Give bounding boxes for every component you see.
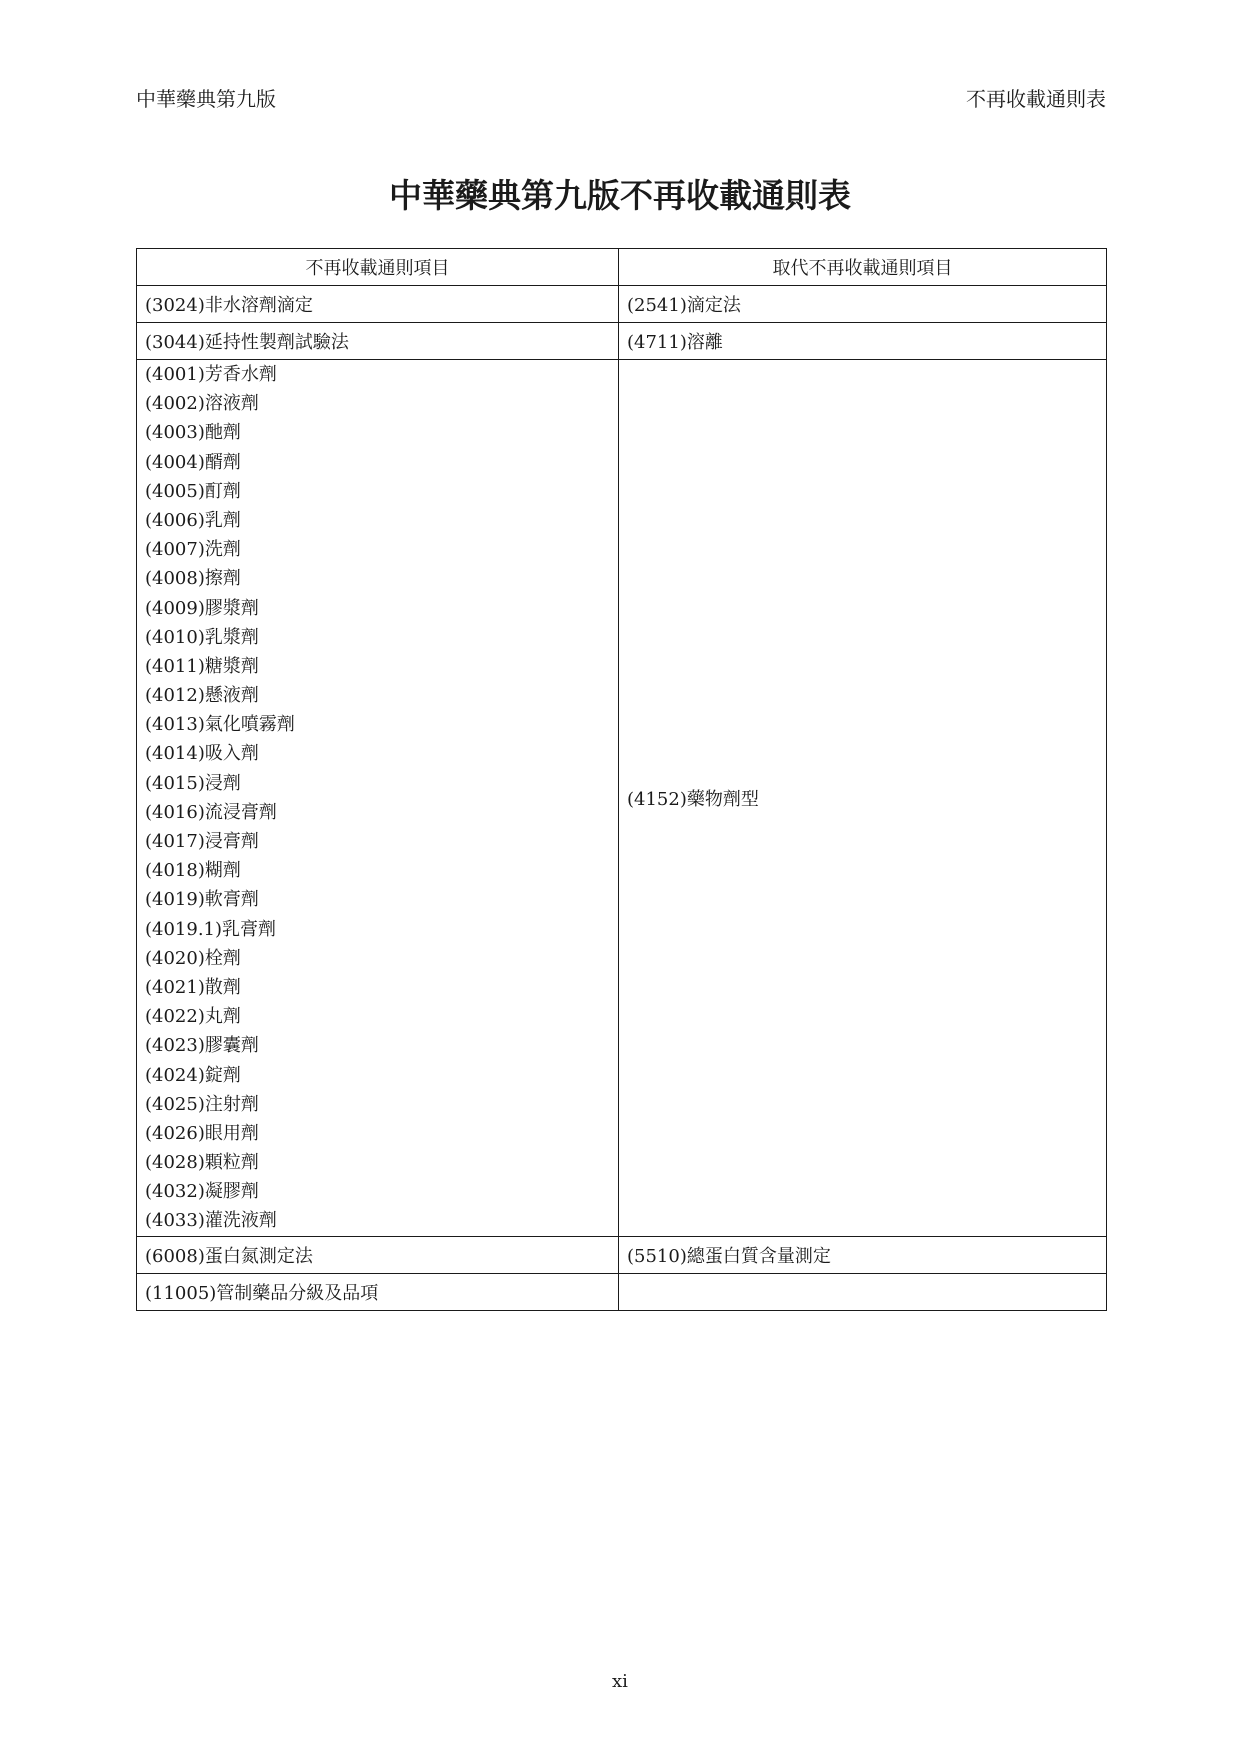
dosage-form-item: (4006)乳劑 (145, 509, 241, 531)
removed-chapter-cell: (6008)蛋白氮測定法 (137, 1236, 619, 1273)
dosage-form-item: (4019.1)乳膏劑 (145, 918, 277, 940)
column-header-replacement: 取代不再收載通則項目 (619, 249, 1107, 286)
replacement-chapter-cell: (4152)藥物劑型 (619, 360, 1107, 1237)
removed-chapter-cell: (3044)延持性製劑試驗法 (137, 323, 619, 360)
replacement-chapter-cell (619, 1273, 1107, 1310)
dosage-form-item: (4002)溶液劑 (145, 393, 259, 415)
table-row (137, 1236, 1107, 1273)
dosage-form-item: (4019)軟膏劑 (145, 889, 259, 911)
dosage-form-item: (4026)眼用劑 (145, 1122, 259, 1144)
dosage-form-item: (4032)凝膠劑 (145, 1181, 259, 1203)
dosage-form-item: (4011)糖漿劑 (145, 655, 259, 677)
dosage-form-item: (4008)擦劑 (145, 568, 241, 590)
running-header-left: 中華藥典第九版 (136, 87, 276, 111)
dosage-form-item: (4033)灌洗液劑 (145, 1210, 277, 1232)
table-row (137, 1273, 1107, 1310)
removed-chapter-cell: (3024)非水溶劑滴定 (137, 286, 619, 323)
column-header-removed: 不再收載通則項目 (137, 249, 619, 286)
removed-chapter-cell: (11005)管制藥品分級及品項 (137, 1273, 619, 1310)
dosage-form-item: (4014)吸入劑 (145, 743, 259, 765)
dosage-forms-row (137, 360, 1107, 1237)
dosage-form-item: (4013)氣化噴霧劑 (145, 714, 295, 736)
page-title: 中華藥典第九版不再收載通則表 (389, 176, 851, 215)
dosage-form-item: (4015)浸劑 (145, 772, 241, 794)
page-number: xi (612, 1671, 628, 1692)
dosage-form-item: (4022)丸劑 (145, 1006, 241, 1028)
general-chapters-table (136, 248, 1107, 1311)
dosage-form-item: (4004)醑劑 (145, 451, 241, 473)
dosage-form-item: (4028)顆粒劑 (145, 1152, 259, 1174)
dosage-form-item: (4003)酏劑 (145, 422, 241, 444)
dosage-form-item: (4001)芳香水劑 (145, 364, 277, 385)
table-row (137, 286, 1107, 323)
replacement-chapter-cell: (2541)滴定法 (619, 286, 1107, 323)
dosage-form-item: (4025)注射劑 (145, 1093, 259, 1115)
table-header-row (137, 249, 1107, 286)
dosage-form-item: (4016)流浸膏劑 (145, 801, 277, 823)
dosage-form-item: (4020)栓劑 (145, 947, 241, 969)
replacement-chapter-cell: (4711)溶離 (619, 323, 1107, 360)
dosage-form-item: (4012)懸液劑 (145, 685, 259, 707)
table-row (137, 323, 1107, 360)
dosage-forms-list-cell (137, 360, 619, 1237)
dosage-form-item: (4007)洗劑 (145, 539, 241, 561)
replacement-chapter-cell: (5510)總蛋白質含量測定 (619, 1236, 1107, 1273)
dosage-form-item: (4024)錠劑 (145, 1064, 241, 1086)
dosage-form-item: (4010)乳漿劑 (145, 626, 259, 648)
dosage-form-item: (4017)浸膏劑 (145, 831, 259, 852)
dosage-form-item: (4009)膠漿劑 (145, 597, 259, 619)
dosage-form-item: (4023)膠囊劑 (145, 1035, 259, 1057)
dosage-form-item: (4018)糊劑 (145, 860, 241, 882)
running-header-right: 不再收載通則表 (966, 87, 1106, 111)
dosage-form-item: (4021)散劑 (145, 976, 241, 998)
dosage-form-item: (4005)酊劑 (145, 480, 241, 502)
